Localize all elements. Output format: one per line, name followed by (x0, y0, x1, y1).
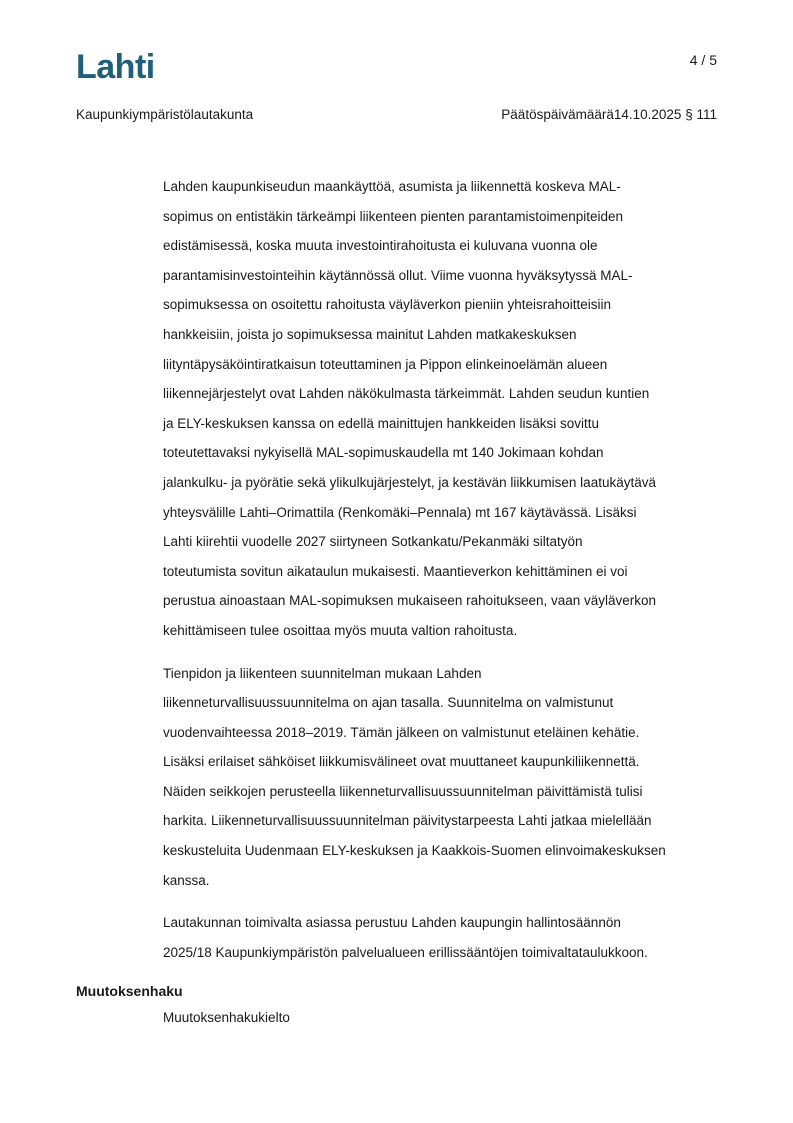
text-line: liikenneturvallisuussuunnitelma on ajan tasalla. Suunnitelma on valmistunut (163, 695, 614, 711)
text-line: perustua ainoastaan MAL-sopimuksen mukaiseen rahoitukseen, vaan väyläverkon (163, 593, 657, 609)
section-number: § 111 (685, 107, 717, 122)
text-line: parantamisinvestointeihin käytännössä ollut. Viime vuonna hyväksytyssä MAL- (163, 267, 633, 283)
paragraph (163, 172, 723, 646)
text-line: vuodenvaihteessa 2018–2019. Tämän jälkeen on valmistunut eteläinen kehätie. (163, 724, 640, 740)
text-line: Tienpidon ja liikenteen suunnitelman mukaan Lahden (163, 665, 482, 681)
lahti-logo (76, 50, 168, 87)
text-line: liikennejärjestelyt ovat Lahden näkökulmasta tärkeimmät. Lahden seudun kuntien (163, 386, 650, 402)
text-line: Lahden kaupunkiseudun maankäyttöä, asumista ja liikennettä koskeva MAL- (163, 179, 621, 194)
text-line: sopimus on entistäkin tärkeämpi liikenteen pienten parantamistoimenpiteiden (163, 208, 624, 224)
paragraph (163, 908, 723, 967)
lahti-logo-text: Lahti (76, 50, 155, 82)
text-line: yhteysvälille Lahti–Orimattila (Renkomäki–Pennala) mt 167 käytävässä. Lisäksi (163, 504, 637, 520)
document-body (163, 172, 723, 980)
page-number: 4 / 5 (689, 52, 717, 68)
text-line: keskusteluita Uudenmaan ELY-keskuksen ja Kaakkois-Suomen elinvoimakeskuksen (163, 843, 666, 859)
text-line: edistämisessä, koska muuta investointirahoitusta ei kuluvana vuonna ole (163, 238, 598, 254)
text-line: Lautakunnan toimivalta asiassa perustuu Lahden kaupungin hallintosäännön (163, 915, 621, 931)
text-line: hankkeisiin, joista jo sopimuksessa mainitut Lahden matkakeskuksen (163, 326, 577, 342)
text-line: kanssa. (163, 872, 210, 888)
text-line: liityntäpysäköintiratkaisun toteuttaminen ja Pippon elinkeinoelämän alueen (163, 356, 608, 372)
text-line: Näiden seikkojen perusteella liikenneturvallisuussuunnitelman päivittämistä tulisi (163, 783, 643, 799)
text-line: harkita. Liikenneturvallisuussuunnitelman päivitystarpeesta Lahti jatkaa mielellään (163, 813, 652, 829)
decision-date: 14.10.2025 (613, 107, 682, 122)
text-line: toteutettavaksi nykyisellä MAL-sopimuskaudella mt 140 Jokimaan kohdan (163, 445, 604, 461)
text-line: toteutumista sovitun aikataulun mukaisesti. Maantieverkon kehittäminen ei voi (163, 563, 628, 579)
organization-name: Kaupunkiympäristölautakunta (76, 107, 254, 122)
text-line: 2025/18 Kaupunkiympäristön palvelualueen erillissääntöjen toimivaltataulukkoon. (163, 944, 648, 960)
lahti-logo-image (76, 50, 168, 82)
paragraph (163, 659, 723, 896)
text-line: ja ELY-keskuksen kanssa on edellä mainittujen hankkeiden lisäksi sovittu (163, 415, 600, 431)
text-line: kehittämiseen tulee osoittaa myös muuta valtion rahoitusta. (163, 622, 518, 638)
text-line: jalankulku- ja pyörätie sekä ylikulkujärjestelyt, ja kestävän liikkumisen laatukäytävä (163, 474, 656, 490)
decision-meta (501, 107, 717, 122)
text-line: Lisäksi erilaiset sähköiset liikkumisvälineet ovat muuttaneet kaupunkiliikennettä. (163, 754, 640, 770)
appeal-heading: Muutoksenhaku (76, 983, 183, 999)
text-line: sopimuksessa on osoitettu rahoitusta väyläverkon pieniin yhteisrahoitteisiin (163, 297, 611, 313)
appeal-text: Muutoksenhakukielto (163, 1010, 290, 1025)
decision-date-label: Päätöspäivämäärä (501, 107, 614, 122)
text-line: Lahti kiirehtii vuodelle 2027 siirtyneen Sotkankatu/Pekanmäki siltatyön (163, 534, 583, 550)
